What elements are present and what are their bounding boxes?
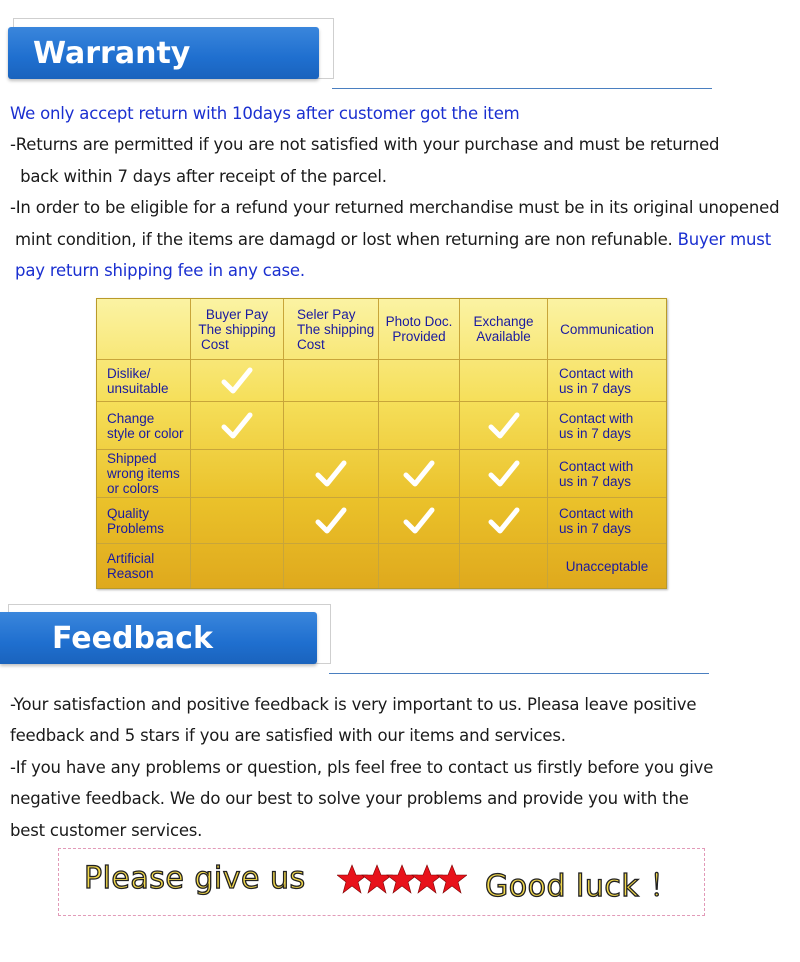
cell-seller-pay: [284, 544, 379, 588]
review-banner: [58, 848, 705, 916]
cell-buyer-pay: [191, 544, 284, 588]
cell-photo-doc: [379, 450, 460, 498]
return-policy-table: [96, 298, 667, 589]
cell-photo-doc: [379, 498, 460, 544]
warranty-line: pay return shipping fee in any case.: [10, 261, 305, 280]
banner-right-text: Good luck ！: [485, 869, 680, 904]
warranty-line-text: mint condition, if the items are damagd or lost when returning are non refunable.: [10, 230, 673, 249]
warranty-line-highlight: Buyer must: [672, 230, 771, 249]
row-label: Dislike/ unsuitable: [97, 360, 191, 402]
warranty-line: [10, 224, 771, 256]
checkmark-icon: [403, 506, 435, 536]
cell-communication: Contact with us in 7 days: [548, 450, 666, 498]
cell-photo-doc: [379, 360, 460, 402]
row-label: Quality Problems: [97, 498, 191, 544]
cell-buyer-pay: [191, 360, 284, 402]
checkmark-icon: [488, 411, 520, 441]
checkmark-icon: [488, 459, 520, 489]
cell-exchange: [460, 544, 548, 588]
cell-buyer-pay: [191, 498, 284, 544]
warranty-line: We only accept return with 10days after customer got the item: [10, 104, 520, 123]
cell-seller-pay: [284, 498, 379, 544]
feedback-line: feedback and 5 stars if you are satisfied with our items and services.: [10, 726, 566, 745]
cell-buyer-pay: [191, 450, 284, 498]
checkmark-icon: [221, 411, 253, 441]
cell-communication: Contact with us in 7 days: [548, 402, 666, 450]
table-row: [97, 544, 666, 588]
cell-photo-doc: [379, 544, 460, 588]
feedback-title: Feedback: [0, 612, 317, 664]
checkmark-icon: [315, 459, 347, 489]
header-photo-doc: Photo Doc. Provided: [379, 299, 460, 360]
header-seller-pay: Seler Pay The shipping Cost: [284, 299, 379, 360]
warranty-line: back within 7 days after receipt of the parcel.: [10, 167, 387, 186]
five-stars-icon: [337, 861, 467, 899]
row-label: Change style or color: [97, 402, 191, 450]
warranty-line: -In order to be eligible for a refund your returned merchandise must be in its original unopened: [10, 198, 780, 217]
table-row: [97, 402, 666, 450]
feedback-line: best customer services.: [10, 821, 203, 840]
header-buyer-pay: Buyer Pay The shipping Cost: [191, 299, 284, 360]
warranty-title: Warranty: [8, 27, 319, 79]
banner-left-text: Please give us: [84, 861, 306, 896]
table-header-row: [97, 299, 666, 360]
warranty-line: -Returns are permitted if you are not satisfied with your purchase and must be returned: [10, 135, 720, 154]
checkmark-icon: [315, 506, 347, 536]
checkmark-icon: [221, 366, 253, 396]
warranty-divider: [332, 88, 712, 89]
cell-exchange: [460, 402, 548, 450]
header-exchange: Exchange Available: [460, 299, 548, 360]
cell-photo-doc: [379, 402, 460, 450]
cell-seller-pay: [284, 450, 379, 498]
feedback-line: -If you have any problems or question, pls feel free to contact us firstly before you give: [10, 758, 714, 777]
table-corner-cell: [97, 299, 191, 360]
cell-communication: Contact with us in 7 days: [548, 498, 666, 544]
table-row: [97, 450, 666, 498]
cell-buyer-pay: [191, 402, 284, 450]
cell-communication: Contact with us in 7 days: [548, 360, 666, 402]
checkmark-icon: [403, 459, 435, 489]
cell-communication: Unacceptable: [565, 558, 649, 574]
table-row: [97, 360, 666, 402]
checkmark-icon: [488, 506, 520, 536]
row-label: Shipped wrong items or colors: [97, 450, 191, 498]
header-communication: Communication: [548, 299, 666, 360]
cell-exchange: [460, 360, 548, 402]
feedback-line: -Your satisfaction and positive feedback is very important to us. Pleasa leave positive: [10, 695, 697, 714]
cell-seller-pay: [284, 360, 379, 402]
row-label: Artificial Reason: [97, 544, 191, 588]
table-row: [97, 498, 666, 544]
feedback-line: negative feedback. We do our best to solve your problems and provide you with the: [10, 789, 689, 808]
cell-exchange: [460, 498, 548, 544]
cell-exchange: [460, 450, 548, 498]
cell-seller-pay: [284, 402, 379, 450]
feedback-divider: [329, 673, 709, 674]
